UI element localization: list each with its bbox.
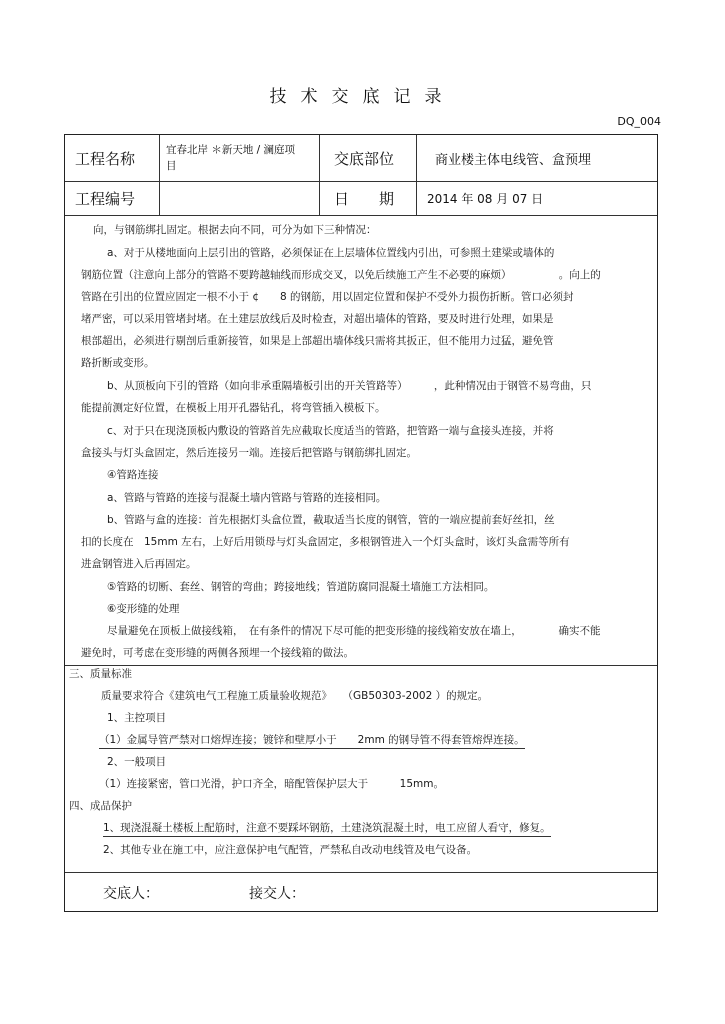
- body-line: ⑥变形缝的处理: [107, 603, 180, 615]
- body-line: 钢筋位置（注意向上部分的管路不要跨越轴线而形成交叉，以免后续施工产生不必要的麻烦） 。向上的: [81, 269, 601, 281]
- project-name-line1: 宜春北岸 ＊新天地 / 澜庭项: [166, 144, 296, 156]
- body-line: 1、主控项目: [107, 712, 167, 724]
- body-line: 路折断或变形。: [81, 357, 155, 369]
- row-divider: [65, 215, 657, 216]
- body-line: 避免时，可考虑在变形缝的两侧各预埋一个接线箱的做法。: [81, 647, 354, 659]
- body-line: 进盒钢管进入后再固定。: [81, 558, 197, 570]
- section-heading: 四、成品保护: [69, 800, 132, 812]
- project-name-value: [166, 135, 316, 181]
- body-line: 能提前测定好位置，在模板上用开孔器钻孔，将弯管插入模板下。: [81, 402, 386, 414]
- body-line: 1、现浇混凝土楼板上配筋时，注意不要踩坏钢筋，土建浇筑混凝土时，电工应留人看守，修复。: [103, 821, 551, 837]
- body-line: 管路在引出的位置应固定一根不小于 ¢ 8 的钢筋，用以固定位置和保护不受外力损伤折断。管口必须封: [81, 291, 574, 303]
- document-title: 技术交底记录: [269, 87, 456, 107]
- body-line: a、管路与管路的连接与混凝土墙内管路与管路的连接相同。: [107, 492, 387, 504]
- document-code: DQ_004: [617, 115, 661, 128]
- body-line: 2、一般项目: [107, 756, 167, 768]
- row-divider: [65, 665, 657, 666]
- body-line: a、对于从楼地面向上层引出的管路，必须保证在上层墙体位置线内引出，可参照土建梁或墙体的: [107, 247, 555, 259]
- project-no-label: 工程编号: [75, 189, 136, 208]
- body-line: 2、其他专业在施工中，应注意保护电气配管，严禁私自改动电线管及电气设备。: [103, 844, 478, 856]
- body-line: c、对于只在现浇顶板内敷设的管路首先应截取长度适当的管路，把管路一端与盒接头连接，并将: [107, 425, 554, 437]
- body-line: 尽量避免在顶板上做接线箱， 在有条件的情况下尽可能的把变形缝的接线箱安放在墙上， 确实不能: [107, 625, 601, 637]
- location-value: 商业楼主体电线管、盒预埋: [435, 152, 592, 168]
- location-label: 交底部位: [334, 149, 395, 168]
- body-line: ④管路连接: [107, 469, 159, 481]
- col-divider: [159, 135, 160, 215]
- project-name-label: 工程名称: [75, 149, 136, 168]
- col-divider: [416, 135, 417, 215]
- discloser-label: 交底人：: [103, 885, 159, 902]
- date-value: 2014 年 08 月 07 日: [427, 191, 544, 206]
- body-line: b、从顶板向下引的管路（如向非承重隔墙板引出的开关管路等） ，此种情况由于钢管不易弯曲，只: [107, 380, 592, 392]
- body-line: 盒接头与灯头盒固定，然后连接另一端。连接后把管路与钢筋绑扎固定。: [81, 447, 417, 459]
- body-line: ⑤管路的切断、套丝、钢管的弯曲；跨接地线；管道防腐同混凝土墙施工方法相同。: [107, 581, 495, 593]
- receiver-label: 接交人：: [249, 885, 305, 902]
- record-table: [64, 134, 658, 912]
- body-line: b、管路与盒的连接：首先根据灯头盒位置，截取适当长度的钢管，管的一端应提前套好丝扣，丝: [107, 514, 555, 526]
- body-line: （1）连接紧密，管口光滑，护口齐全，暗配管保护层大于 15mm。: [99, 778, 444, 790]
- project-no-value: [166, 181, 316, 215]
- section-heading: 三、质量标准: [69, 668, 132, 680]
- body-line: （1）金属导管严禁对口熔焊连接；镀锌和壁厚小于 2mm 的钢导管不得套管熔焊连接。: [99, 733, 525, 749]
- project-name-line2: 目: [166, 160, 177, 172]
- date-label: 日 期: [334, 189, 395, 208]
- body-line: 堵严密，可以采用管堵封堵。在土建层放线后及时检查，对超出墙体的管路，要及时进行处理，如果是: [81, 313, 554, 325]
- body-line: 质量要求符合《建筑电气工程施工质量验收规范》 （GB50303-2002 ）的规定。: [101, 690, 489, 702]
- body-line: 向，与钢筋绑扎固定。根据去向不同，可分为如下三种情况：: [93, 224, 377, 236]
- col-divider: [319, 135, 320, 215]
- body-line: 扣的长度在 15mm 左右，上好后用锁母与灯头盒固定，多根钢管进入一个灯头盒时，该灯头盒需等所有: [81, 536, 570, 548]
- body-line: 根部超出，必须进行剔剖后重新接管，如果是上部超出墙体线只需将其扳正，但不能用力过猛，避免管: [81, 335, 554, 347]
